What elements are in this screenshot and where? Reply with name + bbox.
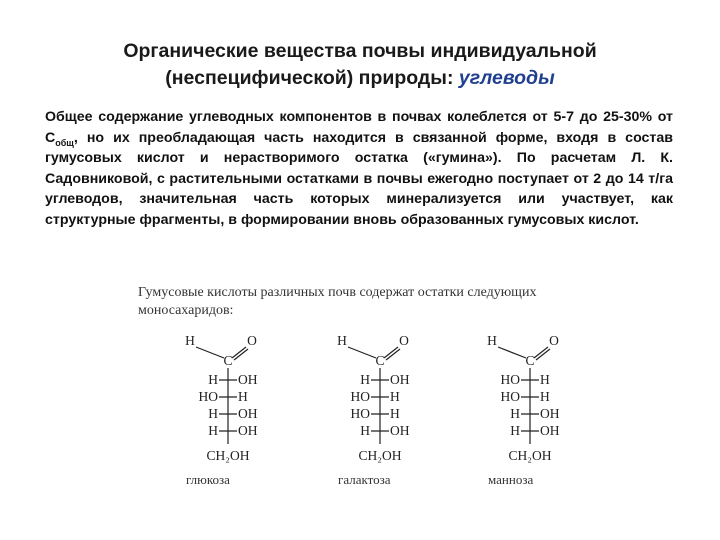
slide-title-accent: углеводы xyxy=(458,67,555,89)
molecule-глюкоза xyxy=(178,332,288,492)
aldehyde-h-bond xyxy=(196,347,224,358)
right-substituent-label: OH xyxy=(238,406,258,421)
right-substituent-label: H xyxy=(540,389,550,404)
paragraph-subscript: общ xyxy=(55,137,74,148)
paragraph-part2: , но их преобладающая часть находится в связанной форме, входя в состав гумусовых кислот и нерастворимого остатка («гумина»). По расчетам Л. К. Садовниковой, с растительными остатками в почвы ежегодно поступает от 2 до 14 т/га углеводов, значительная часть которых минерализуется или участвует, как структурные фрагменты, в формировании вновь образованных гумусовых кислот. xyxy=(45,129,673,228)
ch2oh-label: CH₂OH xyxy=(358,448,402,463)
fischer-projection xyxy=(178,332,288,492)
molecule-манноза xyxy=(480,332,590,492)
fischer-projection xyxy=(330,332,440,492)
aldehyde-h-bond xyxy=(498,347,526,358)
aldehyde-o-label: O xyxy=(399,333,409,348)
left-substituent-label: H xyxy=(208,406,218,421)
left-substituent-label: H xyxy=(510,423,520,438)
right-substituent-label: OH xyxy=(540,406,560,421)
aldehyde-o-label: O xyxy=(549,333,559,348)
aldehyde-c-label: C xyxy=(223,353,233,368)
ch2oh-label: CH₂OH xyxy=(206,448,250,463)
left-substituent-label: H xyxy=(510,406,520,421)
right-substituent-label: H xyxy=(540,372,550,387)
sugar-name-label: глюкоза xyxy=(186,472,230,487)
left-substituent-label: HO xyxy=(500,389,520,404)
right-substituent-label: OH xyxy=(390,423,410,438)
right-substituent-label: H xyxy=(390,389,400,404)
left-substituent-label: H xyxy=(360,423,370,438)
slide-paragraph xyxy=(45,107,673,230)
right-substituent-label: H xyxy=(238,389,248,404)
left-substituent-label: H xyxy=(360,372,370,387)
aldehyde-c-label: C xyxy=(375,353,385,368)
left-substituent-label: HO xyxy=(198,389,218,404)
paragraph-part1: Общее содержание углеводных компонентов в почвах колеблется от 5-7 до 25-30% от С xyxy=(45,109,673,146)
monosaccharides-figure xyxy=(130,282,630,497)
figure-caption: Гумусовые кислоты различных почв содержат остатки следующих моносахаридов: xyxy=(138,285,537,318)
slide-title xyxy=(40,38,680,92)
left-substituent-label: HO xyxy=(350,406,370,421)
aldehyde-h-label: H xyxy=(487,333,497,348)
right-substituent-label: OH xyxy=(390,372,410,387)
sugar-name-label: манноза xyxy=(488,472,534,487)
aldehyde-h-bond xyxy=(348,347,376,358)
aldehyde-o-label: O xyxy=(247,333,257,348)
molecule-галактоза xyxy=(330,332,440,492)
ch2oh-label: CH₂OH xyxy=(508,448,552,463)
right-substituent-label: OH xyxy=(540,423,560,438)
right-substituent-label: H xyxy=(390,406,400,421)
aldehyde-h-label: H xyxy=(185,333,195,348)
left-substituent-label: H xyxy=(208,372,218,387)
right-substituent-label: OH xyxy=(238,423,258,438)
aldehyde-c-label: C xyxy=(525,353,535,368)
left-substituent-label: HO xyxy=(500,372,520,387)
right-substituent-label: OH xyxy=(238,372,258,387)
left-substituent-label: HO xyxy=(350,389,370,404)
sugar-name-label: галактоза xyxy=(338,472,391,487)
aldehyde-h-label: H xyxy=(337,333,347,348)
slide-title-main: Органические вещества почвы индивидуальной (неспецифической) природы: xyxy=(123,40,597,89)
left-substituent-label: H xyxy=(208,423,218,438)
fischer-projection xyxy=(480,332,590,492)
